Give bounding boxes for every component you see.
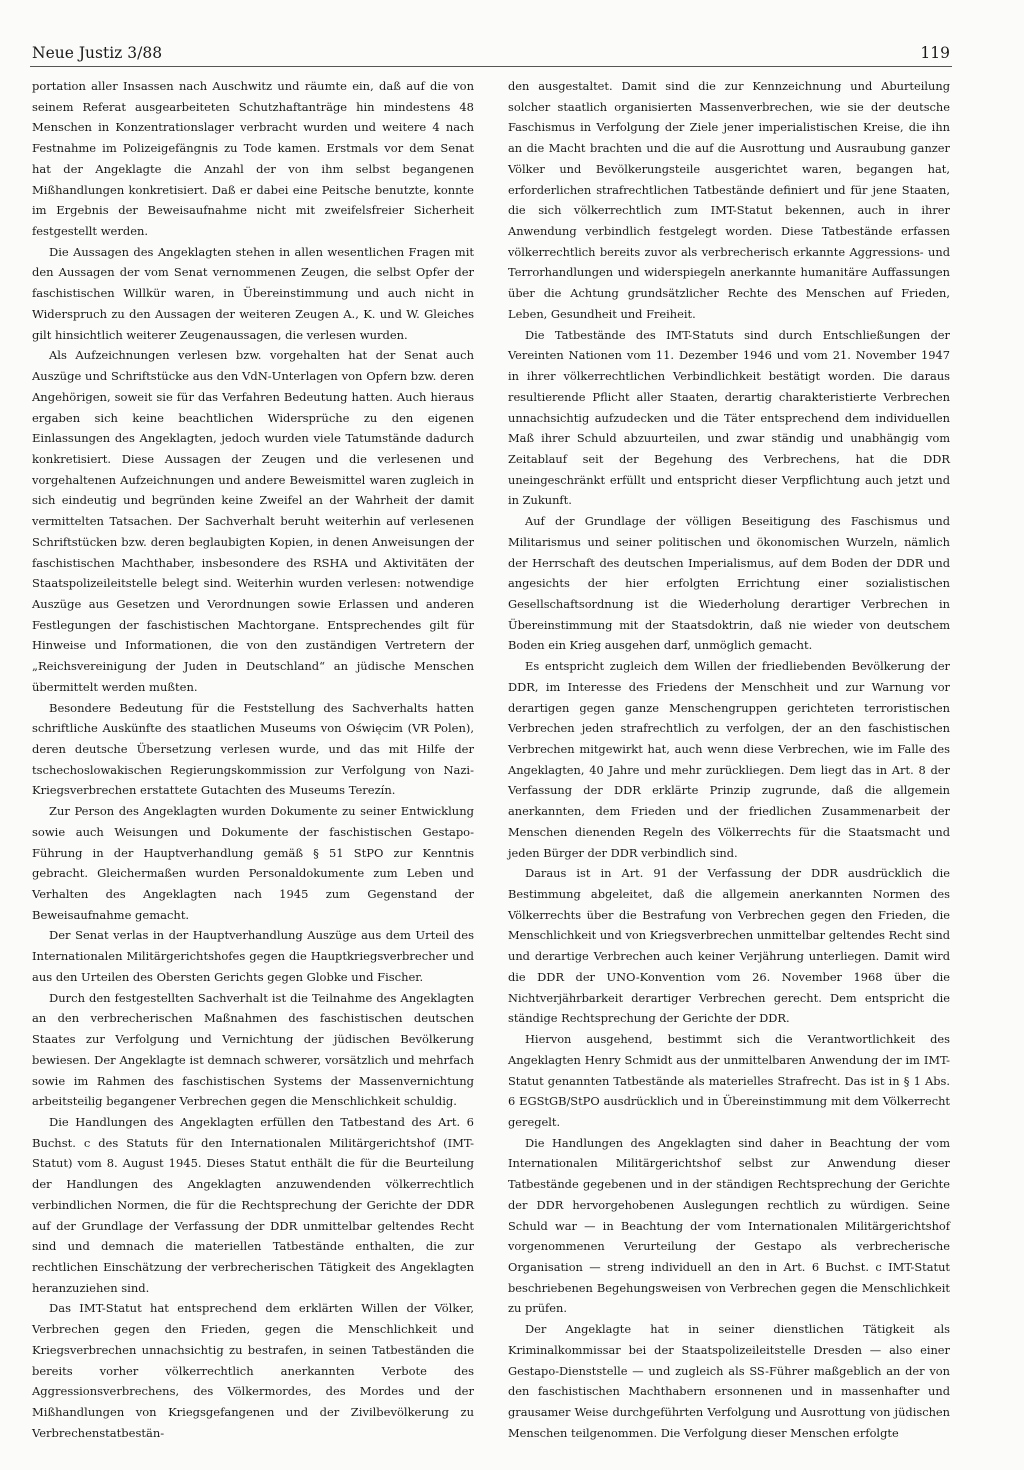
- body-paragraph: Auf der Grundlage der völligen Beseitigung des Faschismus und Militarismus und seiner politischen und ökonomischen Wurzeln, nämlich der Herrschaft des deutschen Imperialismus, auf dem Boden der DDR und angesichts der hier erfolgten Errichtung einer sozialistischen Gesellschaftsordnung ist die Wiederholung derartiger Verbrechen in Übereinstimmung mit der Staatsdoktrin, daß nie wieder von deutschem Boden ein Krieg ausgehen darf, unmöglich gemacht.: [508, 514, 950, 653]
- body-paragraph: Der Angeklagte hat in seiner dienstlichen Tätigkeit als Kriminalkommissar bei der Staatspolizeileitstelle Dresden — also einer Gestapo-Dienststelle — und zugleich als SS-Führer maßgeblich an der von den faschistischen Machthabern ersonnenen und in massenhafter und grausamer Weise durchgeführten Verfolgung und Ausrottung von jüdischen Menschen teilgenommen. Die Verfolgung dieser Menschen erfolgte: [508, 1322, 950, 1440]
- body-paragraph: den ausgestaltet. Damit sind die zur Kennzeichnung und Aburteilung solcher staatlich organisierten Massenverbrechen, wie sie der deutsche Faschismus in Verfolgung der Ziele jener imperialistischen Kreise, die ihn an die Macht brachten und die auf die Ausrottung und Ausraubung ganzer Völker und Bevölkerungsteile ausgerichtet waren, begangen hat, erforderlichen strafrechtlichen Tatbestände definiert und für jene Staaten, die sich völkerrechtlich zum IMT-Statut bekennen, auch in ihrer Anwendung verbindlich festgelegt worden. Diese Tatbestände erfassen völkerrechtlich bereits zuvor als verbrecherisch erkannte Aggressions- und Terrorhandlungen und widerspiegeln anerkannte humanitäre Auffassungen über die Achtung grundsätzlicher Rechte des Menschen auf Frieden, Leben, Gesundheit und Freiheit.: [508, 79, 950, 321]
- body-paragraph: Das IMT-Statut hat entsprechend dem erklärten Willen der Völker, Verbrechen gegen den Frieden, gegen die Menschlichkeit und Kriegsverbrechen unnachsichtig zu bestrafen, in seinen Tatbeständen die bereits vorher völkerrechtlich anerkannten Verbote des Aggressionsverbrechens, des Völkermordes, des Mordes und der Mißhandlungen von Kriegsgefangenen und der Zivilbevölkerung zu Verbrechenstatbestän-: [32, 1301, 474, 1440]
- body-paragraph: portation aller Insassen nach Auschwitz und räumte ein, daß auf die von seinem Referat ausgearbeiteten Schutzhaftanträge hin mindestens 48 Menschen in Konzentrationslager verbracht wurden und weitere 4 nach Festnahme im Polizeigefängnis zu Tode kamen. Erstmals vor dem Senat hat der Angeklagte die Anzahl der von ihm selbst begangenen Mißhandlungen konkretisiert. Daß er dabei eine Peitsche benutzte, konnte im Ergebnis der Beweisaufnahme nicht mit zweifelsfreier Sicherheit festgestellt werden.: [32, 79, 474, 239]
- header-rule: [30, 66, 952, 67]
- body-paragraph: Als Aufzeichnungen verlesen bzw. vorgehalten hat der Senat auch Auszüge und Schriftstücke aus den VdN-Unterlagen von Opfern bzw. deren Angehörigen, soweit sie für das Verfahren Bedeutung hatten. Auch hieraus ergaben sich keine beachtlichen Widersprüche zu den eigenen Einlassungen des Angeklagten, jedoch wurden viele Tatumstände dadurch konkretisiert. Diese Aussagen der Zeugen und die verlesenen und vorgehaltenen Aufzeichnungen und andere Beweismittel waren zugleich in sich eindeutig und begründen keine Zweifel an der Wahrheit der damit vermittelten Tatsachen. Der Sachverhalt beruht weiterhin auf verlesenen Schriftstücken bzw. deren beglaubigten Kopien, in denen Anweisungen der faschistischen Machthaber, insbesondere des RSHA und Aktivitäten der Staatspolizeileitstelle belegt sind. Weiterhin wurden verlesen: notwendige Auszüge aus Gesetzen und Verordnungen sowie Erlassen und anderen Festlegungen der faschistischen Machtorgane. Entsprechendes gilt für Hinweise und Informationen, die von den zuständigen Vertretern der „Reichsvereinigung der Juden in Deutschland“ an jüdische Menschen übermittelt werden mußten.: [32, 348, 474, 694]
- running-header: [32, 44, 950, 66]
- body-paragraph: Hiervon ausgehend, bestimmt sich die Verantwortlichkeit des Angeklagten Henry Schmidt aus der unmittelbaren Anwendung der im IMT-Statut genannten Tatbestände als materielles Strafrecht. Das ist in § 1 Abs. 6 EGStGB/StPO ausdrücklich und in Übereinstimmung mit dem Völkerrecht geregelt.: [508, 1032, 950, 1129]
- journal-issue: Neue Justiz 3/88: [32, 44, 163, 62]
- body-paragraph: Der Senat verlas in der Hauptverhandlung Auszüge aus dem Urteil des Internationalen Militärgerichtshofes gegen die Hauptkriegsverbrecher und aus den Urteilen des Obersten Gerichts gegen Globke und Fischer.: [32, 928, 474, 984]
- page-number: 119: [920, 44, 950, 62]
- left-column: [32, 76, 474, 1443]
- body-paragraph: Es entspricht zugleich dem Willen der friedliebenden Bevölkerung der DDR, im Interesse des Friedens der Menschheit und zur Warnung vor derartigen gegen ganze Menschengruppen gerichteten terroristischen Verbrechen jeden strafrechtlich zu verfolgen, der an den faschistischen Verbrechen mitgewirkt hat, auch wenn diese Verbrechen, wie im Falle des Angeklagten, 40 Jahre und mehr zurückliegen. Dem liegt das in Art. 8 der Verfassung der DDR erklärte Prinzip zugrunde, daß die allgemein anerkannten, dem Frieden und der friedlichen Zusammenarbeit der Menschen dienenden Regeln des Völkerrechts für die Staatsmacht und jeden Bürger der DDR verbindlich sind.: [508, 659, 950, 860]
- body-paragraph: Besondere Bedeutung für die Feststellung des Sachverhalts hatten schriftliche Auskünfte des staatlichen Museums von Oświęcim (VR Polen), deren deutsche Übersetzung verlesen wurde, und das mit Hilfe der tschechoslowakischen Regierungskommission zur Verfolgung von Nazi-Kriegsverbrechen erstattete Gutachten des Museums Terezín.: [32, 700, 474, 798]
- right-column: [508, 76, 950, 1443]
- body-paragraph: Die Handlungen des Angeklagten erfüllen den Tatbestand des Art. 6 Buchst. c des Statuts für den Internationalen Militärgerichtshof (IMT-Statut) vom 8. August 1945. Dieses Statut enthält die für die Beurteilung der Handlungen des Angeklagten anzuwendenden völkerrechtlich verbindlichen Normen, die für die Rechtsprechung der Gerichte der DDR auf der Grundlage der Verfassung der DDR unmittelbar geltendes Recht sind und demnach die materiellen Tatbestände enthalten, die zur rechtlichen Einschätzung der verbrecherischen Tätigkeit des Angeklagten heranzuziehen sind.: [32, 1114, 474, 1295]
- body-paragraph: Die Handlungen des Angeklagten sind daher in Beachtung der vom Internationalen Militärgerichtshof selbst zur Anwendung dieser Tatbestände gegebenen und in der ständigen Rechtsprechung der Gerichte der DDR hervorgehobenen Auslegungen rechtlich zu würdigen. Seine Schuld war — in Beachtung der vom Internationalen Militärgerichtshof vorgenommenen Verurteilung der Gestapo als verbrecherische Organisation — streng individuell an den in Art. 6 Buchst. c IMT-Statut beschriebenen Begehungsweisen von Verbrechen gegen die Menschlichkeit zu prüfen.: [508, 1135, 950, 1316]
- body-paragraph: Zur Person des Angeklagten wurden Dokumente zu seiner Entwicklung sowie auch Weisungen und Dokumente der faschistischen Gestapo-Führung in der Hauptverhandlung gemäß § 51 StPO zur Kenntnis gebracht. Gleichermaßen wurden Personaldokumente zum Leben und Verhalten des Angeklagten nach 1945 zum Gegenstand der Beweisaufnahme gemacht.: [32, 804, 474, 922]
- body-paragraph: Durch den festgestellten Sachverhalt ist die Teilnahme des Angeklagten an den verbrecherischen Maßnahmen des faschistischen deutschen Staates zur Verfolgung und Vernichtung der jüdischen Bevölkerung bewiesen. Der Angeklagte ist demnach schwerer, vorsätzlich und mehrfach sowie im Rahmen des faschistischen Systems der Massenvernichtung arbeitsteilig begangener Verbrechen gegen die Menschlichkeit schuldig.: [32, 990, 474, 1109]
- body-paragraph: Daraus ist in Art. 91 der Verfassung der DDR ausdrücklich die Bestimmung abgeleitet, daß die allgemein anerkannten Normen des Völkerrechts über die Bestrafung von Verbrechen gegen den Frieden, die Menschlichkeit und von Kriegsverbrechen unmittelbar geltendes Recht sind und derartige Verbrechen auch keiner Verjährung unterliegen. Damit wird die DDR der UNO-Konvention vom 26. November 1968 über die Nichtverjährbarkeit derartiger Verbrechen gerecht. Dem entspricht die ständige Rechtsprechung der Gerichte der DDR.: [508, 866, 950, 1026]
- body-paragraph: Die Tatbestände des IMT-Statuts sind durch Entschließungen der Vereinten Nationen vom 11. Dezember 1946 und vom 21. November 1947 in ihrer völkerrechtlichen Verbindlichkeit bestätigt worden. Die daraus resultierende Pflicht aller Staaten, derartig charakteristierte Verbrechen unnachsichtig aufzudecken und die Täter entsprechend dem individuellen Maß ihrer Schuld abzuurteilen, und zwar ständig und unabhängig vom Zeitablauf seit der Begehung des Verbrechens, hat die DDR uneingeschränkt erfüllt und entspricht dieser Verpflichtung auch jetzt und in Zukunft.: [508, 327, 950, 508]
- body-paragraph: Die Aussagen des Angeklagten stehen in allen wesentlichen Fragen mit den Aussagen der vom Senat vernommenen Zeugen, die selbst Opfer der faschistischen Willkür waren, in Übereinstimmung und auch nicht in Widerspruch zu den Aussagen der weiteren Zeugen A., K. und W. Gleiches gilt hinsichtlich weiterer Zeugenaussagen, die verlesen wurden.: [32, 244, 474, 342]
